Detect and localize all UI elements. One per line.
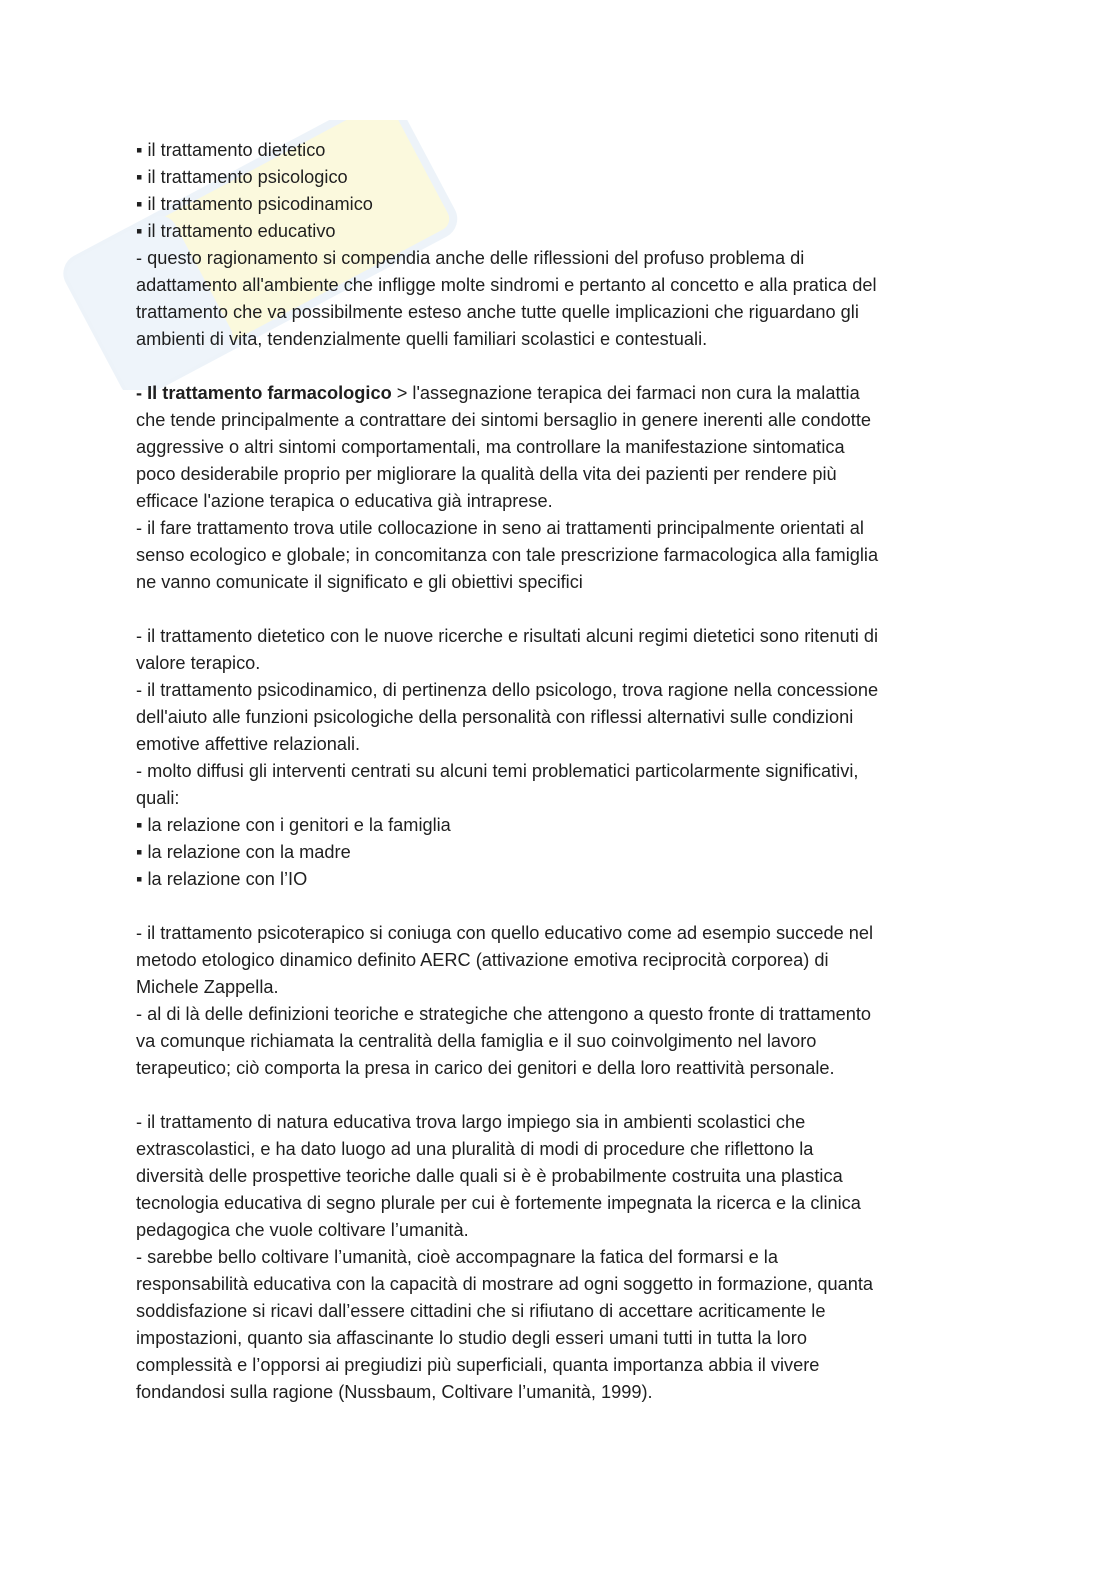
text-line: pedagogica che vuole coltivare l’umanità. xyxy=(136,1220,469,1240)
text-line: extrascolastici, e ha dato luogo ad una pluralità di modi di procedure che riflettono la xyxy=(136,1139,814,1159)
text-line: tecnologia educativa di segno plurale per cui è fortemente impegnata la ricerca e la clinica xyxy=(136,1193,861,1213)
paragraph-gap xyxy=(136,353,986,380)
text-line: va comunque richiamata la centralità della famiglia e il suo coinvolgimento nel lavoro xyxy=(136,1031,817,1051)
text-line: metodo etologico dinamico definito AERC (attivazione emotiva reciprocità corporea) di xyxy=(136,950,829,970)
text-line: aggressive o altri sintomi comportamentali, ma controllare la manifestazione sintomatica xyxy=(136,437,845,457)
text-line: ambienti di vita, tendenzialmente quelli familiari scolastici e contestuali. xyxy=(136,329,708,349)
section-heading: - Il trattamento farmacologico xyxy=(136,383,392,403)
text-line: impostazioni, quanto sia affascinante lo studio degli esseri umani tutti in tutta la loro xyxy=(136,1328,807,1348)
bullet-item: ▪ la relazione con la madre xyxy=(136,842,351,862)
bullet-item: ▪ il trattamento dietetico xyxy=(136,140,326,160)
paragraph-gap xyxy=(136,596,986,623)
text-line: Michele Zappella. xyxy=(136,977,279,997)
paragraph-gap xyxy=(136,893,986,920)
document-body xyxy=(136,137,986,1406)
text-line: - il trattamento dietetico con le nuove ricerche e risultati alcuni regimi dietetici sono ritenuti di xyxy=(136,626,879,646)
text-line: - il trattamento psicoterapico si coniuga con quello educativo come ad esempio succede nel xyxy=(136,923,874,943)
section-heading-line xyxy=(136,380,986,407)
text-line: - questo ragionamento si compendia anche delle riflessioni del profuso problema di xyxy=(136,248,805,268)
bullet-item: ▪ il trattamento psicodinamico xyxy=(136,194,373,214)
text-line: - il trattamento di natura educativa trova largo impiego sia in ambienti scolastici che xyxy=(136,1112,806,1132)
bullet-item: ▪ la relazione con i genitori e la famiglia xyxy=(136,815,451,835)
text-line: - sarebbe bello coltivare l’umanità, cioè accompagnare la fatica del formarsi e la xyxy=(136,1247,778,1267)
text-line: senso ecologico e globale; in concomitanza con tale prescrizione farmacologica alla famiglia xyxy=(136,545,879,565)
paragraph-gap xyxy=(136,1082,986,1109)
bullet-item: ▪ il trattamento psicologico xyxy=(136,167,348,187)
text-line: - molto diffusi gli interventi centrati su alcuni temi problematici particolarmente significativi, xyxy=(136,761,859,781)
text-line: efficace l'azione terapica o educativa già intraprese. xyxy=(136,491,553,511)
text-line: - il fare trattamento trova utile collocazione in seno ai trattamenti principalmente orientati al xyxy=(136,518,864,538)
bullet-item: ▪ il trattamento educativo xyxy=(136,221,336,241)
text-line: fondandosi sulla ragione (Nussbaum, Coltivare l’umanità, 1999). xyxy=(136,1382,653,1402)
text-line: valore terapico. xyxy=(136,653,261,673)
text-line: - al di là delle definizioni teoriche e strategiche che attengono a questo fronte di trattamento xyxy=(136,1004,872,1024)
text-line: dell'aiuto alle funzioni psicologiche della personalità con riflessi alternativi sulle condizioni xyxy=(136,707,854,727)
text-line: - il trattamento psicodinamico, di pertinenza dello psicologo, trova ragione nella concessione xyxy=(136,680,879,700)
text-line: > l'assegnazione terapica dei farmaci non cura la malattia xyxy=(391,383,860,403)
text-line: che tende principalmente a contrattare dei sintomi bersaglio in genere inerenti alle condotte xyxy=(136,410,872,430)
text-line: responsabilità educativa con la capacità di mostrare ad ogni soggetto in formazione, quanta xyxy=(136,1274,874,1294)
text-line: adattamento all'ambiente che infligge molte sindromi e pertanto al concetto e alla pratica del xyxy=(136,275,877,295)
text-line: poco desiderabile proprio per migliorare la qualità della vita dei pazienti per rendere più xyxy=(136,464,837,484)
text-line: emotive affettive relazionali. xyxy=(136,734,361,754)
text-line: trattamento che va possibilmente esteso anche tutte quelle implicazioni che riguardano gli xyxy=(136,302,859,322)
text-line: terapeutico; ciò comporta la presa in carico dei genitori e della loro reattività personale. xyxy=(136,1058,835,1078)
bullet-item: ▪ la relazione con l’IO xyxy=(136,869,308,889)
text-line: complessità e l’opporsi ai pregiudizi più superficiali, quanta importanza abbia il vivere xyxy=(136,1355,820,1375)
text-line: soddisfazione si ricavi dall’essere cittadini che si rifiutano di accettare acriticamente le xyxy=(136,1301,826,1321)
text-line: quali: xyxy=(136,788,180,808)
text-line: diversità delle prospettive teoriche dalle quali si è è probabilmente costruita una plastica xyxy=(136,1166,843,1186)
text-line: ne vanno comunicate il significato e gli obiettivi specifici xyxy=(136,572,583,592)
